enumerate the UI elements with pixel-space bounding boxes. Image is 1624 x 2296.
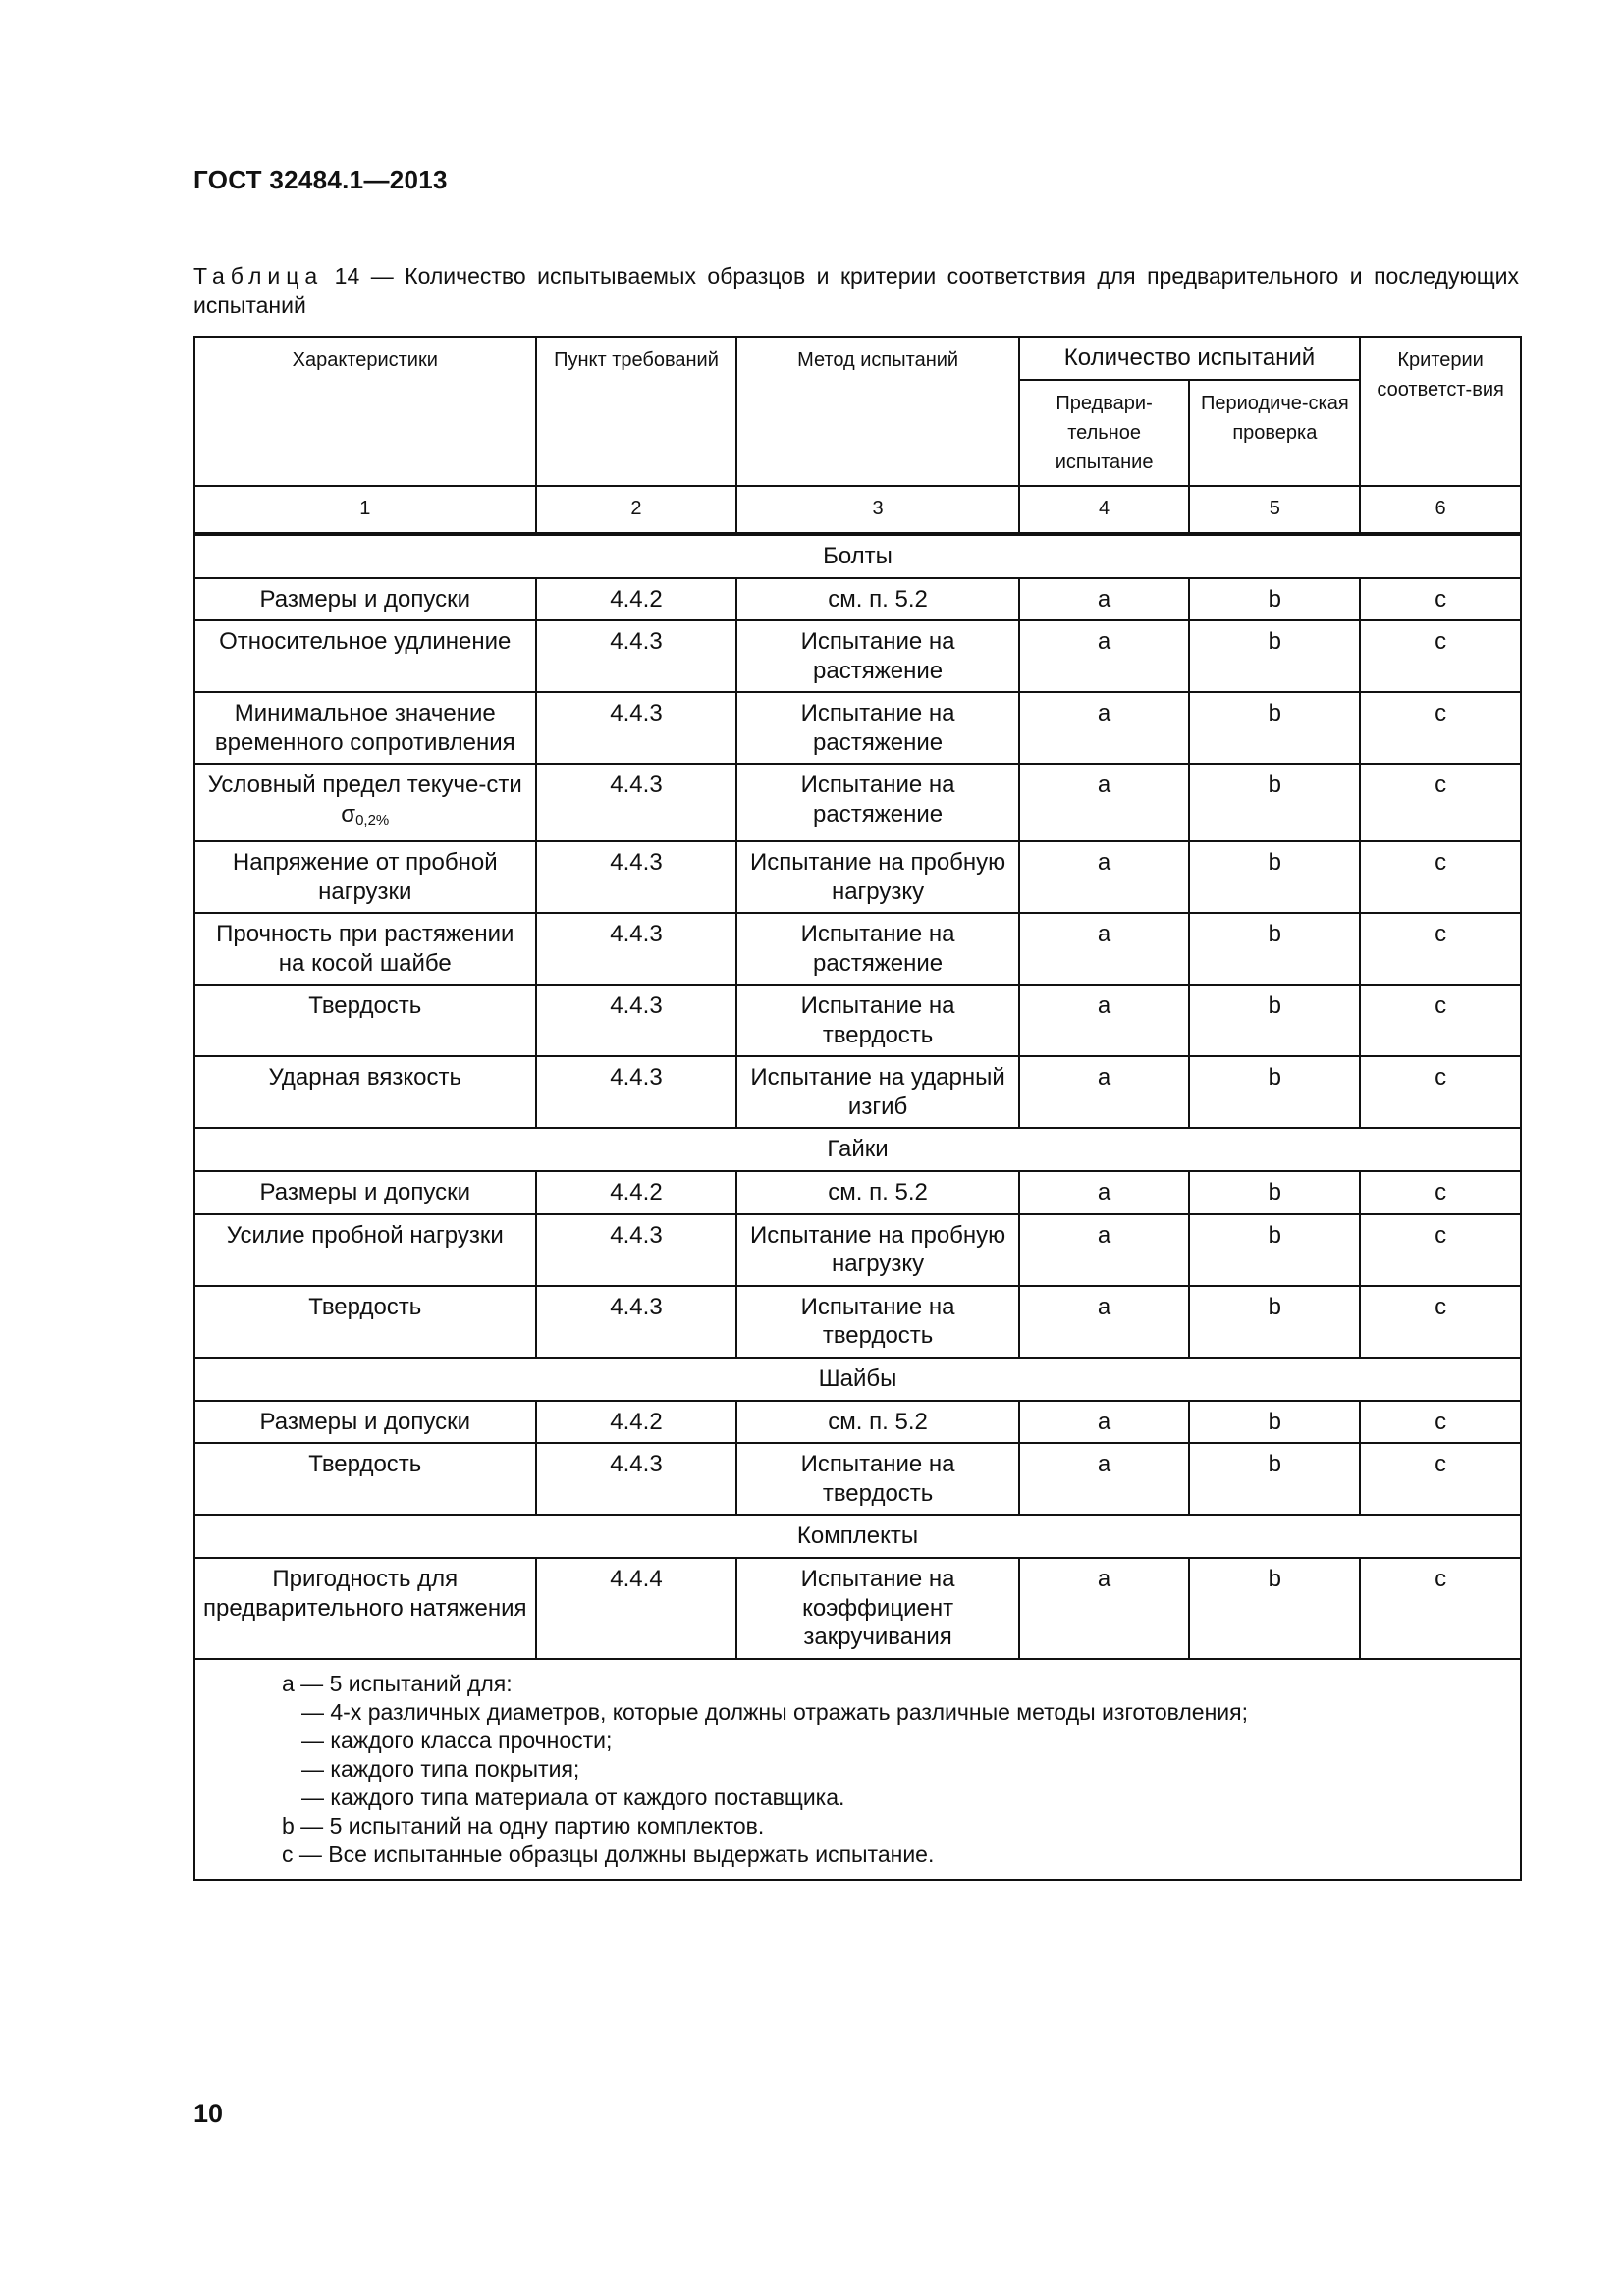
header-characteristics: Характеристики (194, 337, 536, 486)
preliminary-cell: a (1019, 1443, 1190, 1515)
clause-cell: 4.4.3 (536, 620, 737, 692)
table-row (194, 620, 1521, 692)
section-washers-title: Шайбы (194, 1358, 1521, 1401)
note-a-item: — 4-х различных диаметров, которые должны отражать различные методы изготовления; (301, 1698, 1248, 1725)
method-cell: Испытание на пробную нагрузку (736, 1214, 1018, 1286)
periodic-cell: b (1189, 913, 1360, 985)
clause-cell: 4.4.4 (536, 1558, 737, 1659)
periodic-cell: b (1189, 620, 1360, 692)
table-row (194, 692, 1521, 764)
section-row (194, 1128, 1521, 1171)
periodic-cell: b (1189, 1558, 1360, 1659)
section-row (194, 1515, 1521, 1558)
preliminary-cell: a (1019, 578, 1190, 621)
periodic-cell: b (1189, 985, 1360, 1056)
table-row (194, 578, 1521, 621)
characteristic-cell: Твердость (194, 1443, 536, 1515)
method-cell: Испытание на пробную нагрузку (736, 841, 1018, 913)
method-cell: Испытание на растяжение (736, 620, 1018, 692)
criteria-cell: c (1360, 1214, 1521, 1286)
characteristic-text: Условный предел текуче-сти σ (207, 772, 522, 828)
characteristic-cell: Относительное удлинение (194, 620, 536, 692)
preliminary-cell: a (1019, 1401, 1190, 1444)
criteria-cell: c (1360, 913, 1521, 985)
column-number: 2 (536, 486, 737, 534)
characteristic-cell: Размеры и допуски (194, 1171, 536, 1214)
characteristic-cell: Ударная вязкость (194, 1056, 536, 1128)
table-row (194, 1401, 1521, 1444)
periodic-cell: b (1189, 1286, 1360, 1358)
column-number: 4 (1019, 486, 1190, 534)
preliminary-cell: a (1019, 1558, 1190, 1659)
preliminary-cell: a (1019, 692, 1190, 764)
note-a-item: — каждого типа покрытия; (301, 1755, 580, 1782)
note-a-item: — каждого типа материала от каждого поставщика. (301, 1784, 845, 1810)
note-a-item: — каждого класса прочности; (301, 1727, 613, 1753)
clause-cell: 4.4.3 (536, 1056, 737, 1128)
preliminary-cell: a (1019, 1214, 1190, 1286)
characteristic-cell (194, 764, 536, 841)
method-cell: Испытание на растяжение (736, 913, 1018, 985)
note-b: b — 5 испытаний на одну партию комплектов. (282, 1812, 765, 1839)
table-row (194, 913, 1521, 985)
periodic-cell: b (1189, 1171, 1360, 1214)
periodic-cell: b (1189, 764, 1360, 841)
characteristic-cell: Напряжение от пробной нагрузки (194, 841, 536, 913)
note-c: c — Все испытанные образцы должны выдержать испытание. (282, 1841, 935, 1867)
periodic-cell: b (1189, 1443, 1360, 1515)
clause-cell: 4.4.3 (536, 913, 737, 985)
criteria-cell: c (1360, 620, 1521, 692)
document-header: ГОСТ 32484.1—2013 (193, 165, 448, 194)
column-number: 6 (1360, 486, 1521, 534)
section-bolts-title: Болты (194, 534, 1521, 578)
preliminary-cell: a (1019, 620, 1190, 692)
table-caption-text: 14 — Количество испытываемых образцов и критерии соответствия для предварительного и последующих испытаний (193, 263, 1519, 318)
section-kits-title: Комплекты (194, 1515, 1521, 1558)
table-notes (194, 1659, 1521, 1880)
section-nuts-title: Гайки (194, 1128, 1521, 1171)
method-cell: Испытание на твердость (736, 985, 1018, 1056)
characteristic-cell: Твердость (194, 1286, 536, 1358)
method-cell: см. п. 5.2 (736, 1401, 1018, 1444)
column-number: 3 (736, 486, 1018, 534)
criteria-cell: c (1360, 578, 1521, 621)
criteria-cell: c (1360, 1558, 1521, 1659)
periodic-cell: b (1189, 1056, 1360, 1128)
method-cell: Испытание на растяжение (736, 692, 1018, 764)
table-row (194, 1286, 1521, 1358)
periodic-cell: b (1189, 841, 1360, 913)
note-a-intro: a — 5 испытаний для: (282, 1670, 513, 1696)
clause-cell: 4.4.2 (536, 578, 737, 621)
section-row (194, 1358, 1521, 1401)
characteristic-cell: Минимальное значение временного сопротивления (194, 692, 536, 764)
table-row (194, 764, 1521, 841)
characteristic-cell: Прочность при растяжении на косой шайбе (194, 913, 536, 985)
clause-cell: 4.4.3 (536, 692, 737, 764)
method-cell: Испытание на ударный изгиб (736, 1056, 1018, 1128)
table-row (194, 985, 1521, 1056)
criteria-cell: c (1360, 985, 1521, 1056)
clause-cell: 4.4.3 (536, 1443, 737, 1515)
clause-cell: 4.4.2 (536, 1401, 737, 1444)
clause-cell: 4.4.3 (536, 841, 737, 913)
method-cell: Испытание на твердость (736, 1443, 1018, 1515)
table-row (194, 1214, 1521, 1286)
criteria-cell: c (1360, 1443, 1521, 1515)
clause-cell: 4.4.3 (536, 985, 737, 1056)
page-number: 10 (193, 2099, 224, 2128)
column-number-row (194, 486, 1521, 534)
criteria-cell: c (1360, 1286, 1521, 1358)
table-row (194, 1171, 1521, 1214)
method-cell: Испытание на коэффициент закручивания (736, 1558, 1018, 1659)
table-row (194, 1056, 1521, 1128)
table-row (194, 841, 1521, 913)
preliminary-cell: a (1019, 1286, 1190, 1358)
method-cell: Испытание на растяжение (736, 764, 1018, 841)
header-periodic: Периодиче-ская проверка (1189, 380, 1360, 486)
method-cell: см. п. 5.2 (736, 1171, 1018, 1214)
method-cell: Испытание на твердость (736, 1286, 1018, 1358)
table-body (194, 534, 1521, 1659)
periodic-cell: b (1189, 692, 1360, 764)
periodic-cell: b (1189, 578, 1360, 621)
table-row (194, 1443, 1521, 1515)
column-number: 5 (1189, 486, 1360, 534)
header-test-method: Метод испытаний (736, 337, 1018, 486)
preliminary-cell: a (1019, 1171, 1190, 1214)
criteria-cell: c (1360, 1401, 1521, 1444)
requirements-table (193, 336, 1522, 1881)
characteristic-cell: Твердость (194, 985, 536, 1056)
table-row (194, 1558, 1521, 1659)
preliminary-cell: a (1019, 841, 1190, 913)
criteria-cell: c (1360, 692, 1521, 764)
criteria-cell: c (1360, 841, 1521, 913)
header-test-count-group: Количество испытаний (1019, 337, 1361, 380)
criteria-cell: c (1360, 764, 1521, 841)
column-number: 1 (194, 486, 536, 534)
clause-cell: 4.4.3 (536, 764, 737, 841)
preliminary-cell: a (1019, 764, 1190, 841)
table-caption-label: Таблица (193, 263, 324, 289)
characteristic-cell: Размеры и допуски (194, 578, 536, 621)
section-row (194, 534, 1521, 578)
criteria-cell: c (1360, 1056, 1521, 1128)
clause-cell: 4.4.3 (536, 1286, 737, 1358)
notes-row (194, 1659, 1521, 1880)
preliminary-cell: a (1019, 985, 1190, 1056)
characteristic-subscript: 0,2% (355, 811, 390, 828)
header-requirement-clause: Пункт требований (536, 337, 737, 486)
preliminary-cell: a (1019, 913, 1190, 985)
clause-cell: 4.4.3 (536, 1214, 737, 1286)
criteria-cell: c (1360, 1171, 1521, 1214)
periodic-cell: b (1189, 1214, 1360, 1286)
table-caption (193, 261, 1519, 320)
characteristic-cell: Размеры и допуски (194, 1401, 536, 1444)
periodic-cell: b (1189, 1401, 1360, 1444)
characteristic-cell: Усилие пробной нагрузки (194, 1214, 536, 1286)
header-criteria: Критерии соответст-вия (1360, 337, 1521, 486)
method-cell: см. п. 5.2 (736, 578, 1018, 621)
preliminary-cell: a (1019, 1056, 1190, 1128)
clause-cell: 4.4.2 (536, 1171, 737, 1214)
characteristic-cell: Пригодность для предварительного натяжения (194, 1558, 536, 1659)
header-preliminary: Предвари-тельное испытание (1019, 380, 1190, 486)
